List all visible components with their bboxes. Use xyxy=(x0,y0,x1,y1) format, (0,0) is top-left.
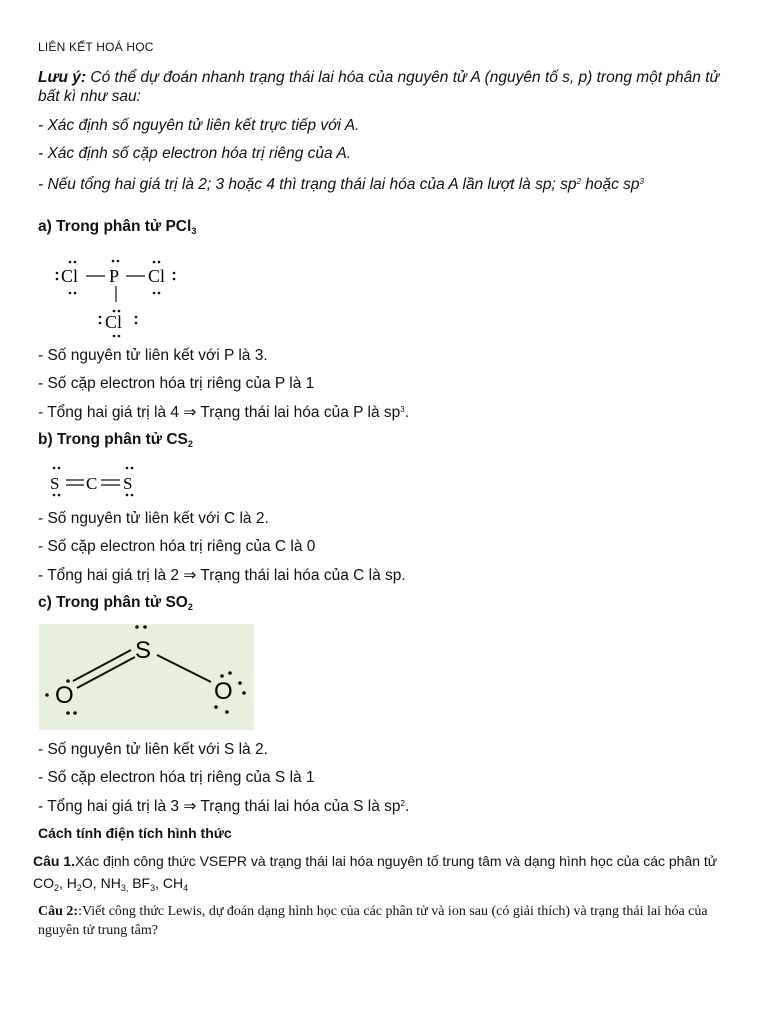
section-a-line-3-sup: 3 xyxy=(400,405,405,414)
question-1 xyxy=(33,850,733,899)
section-a-line-3 xyxy=(38,403,409,422)
question-1-text-5: , CH xyxy=(155,875,184,891)
section-a-line-2: - Số cặp electron hóa trị riêng của P là 1 xyxy=(38,375,315,392)
question-1-sub-1: 2 xyxy=(54,883,60,893)
note-step-3 xyxy=(38,172,720,194)
section-b-line-3: - Tổng hai giá trị là 2 ⇒ Trạng thái lai hóa của C là sp. xyxy=(38,567,406,584)
section-b-heading-text: b) Trong phân tử CS xyxy=(38,431,188,448)
question-2 xyxy=(38,902,728,940)
question-1-sub-3: 3, xyxy=(120,883,129,893)
cs2-s-left: S xyxy=(50,474,60,493)
section-c-heading-text: c) Trong phân tử SO xyxy=(38,594,188,611)
so2-o-left: O xyxy=(55,682,74,709)
so2-lewis-structure xyxy=(39,624,254,730)
note-step-1: - Xác định số nguyên tử liên kết trực tiếp với A. xyxy=(38,117,360,134)
section-c-heading xyxy=(38,594,193,612)
section-c-line-3-end: . xyxy=(404,798,410,815)
formal-charge-title: Cách tính điện tích hình thức xyxy=(38,825,232,841)
question-2-text: :Viết công thức Lewis, dự đoán dạng hình học của các phân tử và ion sau (có giải thích) và trạng thái lai hóa của nguyên tử trung tâm? xyxy=(38,904,708,938)
question-1-text-3: O, NH xyxy=(81,875,121,891)
note-paragraph xyxy=(38,68,720,106)
note-step-3-main: - Nếu tổng hai giá trị là 2; 3 hoặc 4 thì trạng thái lai hóa của A lần lượt là sp; sp xyxy=(38,176,577,193)
section-c-heading-sub: 2 xyxy=(187,602,193,612)
section-b-line-2: - Số cặp electron hóa trị riêng của C là 0 xyxy=(38,538,316,555)
section-b-heading-sub: 2 xyxy=(187,439,193,449)
section-a-heading xyxy=(38,218,196,236)
pcl3-cl-right: Cl xyxy=(148,266,166,286)
note-step-3-sup-2: 3 xyxy=(639,177,644,186)
note-step-2: - Xác định số cặp electron hóa trị riêng của A. xyxy=(38,145,352,162)
pcl3-p: P xyxy=(109,266,120,286)
question-1-text: Xác định công thức VSEPR và trạng thái lai hóa nguyên tố trung tâm và dạng hình học của các phân tử CO xyxy=(33,853,718,891)
question-1-sub-4: 3 xyxy=(150,883,156,893)
section-a-line-1: - Số nguyên tử liên kết với P là 3. xyxy=(38,347,268,364)
note-label: Lưu ý: xyxy=(38,69,87,86)
section-c-line-3 xyxy=(38,797,409,816)
pcl3-cl-bottom: Cl xyxy=(105,312,123,332)
section-b-heading xyxy=(38,431,193,449)
section-a-heading-sub: 3 xyxy=(191,226,197,236)
section-a-heading-text: a) Trong phân tử PCl xyxy=(38,218,192,235)
question-1-label: Câu 1. xyxy=(33,853,76,869)
note-text: Có thể dự đoán nhanh trạng thái lai hóa của nguyên tử A (nguyên tố s, p) trong một phân tử bất kì như sau: xyxy=(38,69,720,105)
note-step-3-sup-1: 2 xyxy=(576,177,581,186)
section-c-line-3-sup: 2 xyxy=(400,799,405,808)
question-2-label: Câu 2: xyxy=(38,904,79,919)
question-1-sub-5: 4 xyxy=(183,883,189,893)
cs2-lewis-structure xyxy=(46,464,146,500)
section-a-line-3-text: - Tổng hai giá trị là 4 ⇒ Trạng thái lai hóa của P là sp xyxy=(38,404,401,421)
question-1-text-2: , H xyxy=(59,875,77,891)
question-1-sub-2: 2 xyxy=(76,883,82,893)
so2-s: S xyxy=(135,637,152,664)
cs2-s-right: S xyxy=(123,474,133,493)
section-c-line-1: - Số nguyên tử liên kết với S là 2. xyxy=(38,741,268,758)
pcl3-lewis-structure xyxy=(48,252,198,342)
section-c-line-3-text: - Tổng hai giá trị là 3 ⇒ Trạng thái lai hóa của S là sp xyxy=(38,798,401,815)
section-c-line-2: - Số cặp electron hóa trị riêng của S là 1 xyxy=(38,769,315,786)
section-a-line-3-end: . xyxy=(404,404,410,421)
section-b-line-1: - Số nguyên tử liên kết với C là 2. xyxy=(38,510,269,527)
note-step-3-mid: hoặc sp xyxy=(580,176,640,193)
document-header: LIÊN KẾT HOÁ HỌC xyxy=(38,40,154,54)
question-1-text-4: BF xyxy=(128,875,151,891)
cs2-c: C xyxy=(86,474,98,493)
so2-o-right: O xyxy=(214,678,233,705)
pcl3-cl-left: Cl xyxy=(61,266,79,286)
